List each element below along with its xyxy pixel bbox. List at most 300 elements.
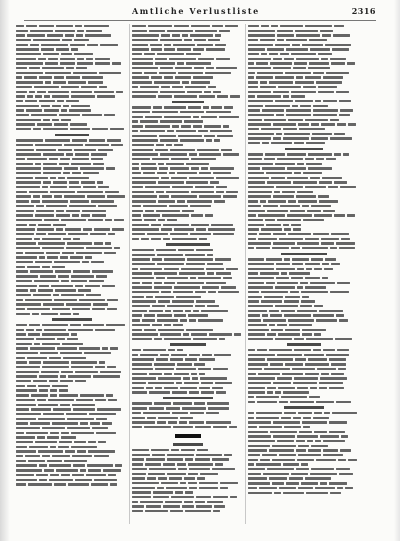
list-item <box>132 372 244 376</box>
scan-right-edge <box>394 0 400 541</box>
list-item <box>16 478 128 482</box>
list-item <box>132 353 244 357</box>
list-item <box>248 122 360 126</box>
section-heading <box>16 317 128 322</box>
list-item <box>16 94 128 98</box>
list-item <box>16 209 128 213</box>
list-item <box>16 213 128 217</box>
list-item <box>248 204 360 208</box>
list-item <box>248 218 360 222</box>
list-item <box>132 257 244 261</box>
section-heading <box>132 342 244 347</box>
list-item <box>132 162 244 166</box>
list-item <box>248 463 360 467</box>
list-item <box>132 204 244 208</box>
list-item <box>132 181 244 185</box>
section-heading <box>16 132 128 137</box>
list-item <box>248 309 360 313</box>
list-item <box>16 185 128 189</box>
list-item <box>16 152 128 156</box>
list-item <box>16 351 128 355</box>
list-item <box>16 148 128 152</box>
list-item <box>132 281 244 285</box>
list-item <box>16 431 128 435</box>
list-item <box>132 453 244 457</box>
list-item <box>248 141 360 145</box>
list-item <box>248 47 360 51</box>
list-item <box>132 227 244 231</box>
list-item <box>16 66 128 70</box>
list-item <box>16 421 128 425</box>
list-item <box>16 265 128 269</box>
list-item <box>248 29 360 33</box>
list-item <box>16 38 128 42</box>
section-heading <box>132 396 244 401</box>
list-item <box>132 185 244 189</box>
list-item <box>16 52 128 56</box>
list-item <box>132 24 244 28</box>
list-item <box>132 57 244 61</box>
list-item <box>248 223 360 227</box>
list-item <box>248 295 360 299</box>
list-item <box>16 426 128 430</box>
list-item <box>248 381 360 385</box>
section-heading <box>132 431 244 440</box>
list-item <box>248 99 360 103</box>
list-item <box>16 417 128 421</box>
list-item <box>248 314 360 318</box>
list-item <box>132 106 244 110</box>
list-item <box>16 138 128 142</box>
list-item <box>132 47 244 51</box>
list-item <box>16 256 128 260</box>
list-item <box>132 420 244 424</box>
section-heading <box>248 342 360 347</box>
list-item <box>16 288 128 292</box>
list-item <box>248 444 360 448</box>
list-item <box>248 43 360 47</box>
list-item <box>132 76 244 80</box>
list-item <box>248 132 360 136</box>
list-item <box>132 90 244 94</box>
list-item <box>16 293 128 297</box>
list-item <box>248 358 360 362</box>
list-item <box>248 33 360 37</box>
list-item <box>132 462 244 466</box>
list-item <box>16 312 128 316</box>
list-item <box>16 181 128 185</box>
list-item <box>132 309 244 313</box>
list-item <box>248 420 360 424</box>
list-item <box>132 323 244 327</box>
list-item <box>248 195 360 199</box>
list-item <box>248 257 360 261</box>
list-item <box>132 190 244 194</box>
list-item <box>16 118 128 122</box>
list-item <box>132 390 244 394</box>
list-item <box>16 459 128 463</box>
list-item <box>132 71 244 75</box>
list-item <box>16 398 128 402</box>
list-item <box>248 458 360 462</box>
list-item <box>248 113 360 117</box>
list-item <box>132 262 244 266</box>
list-item <box>248 237 360 241</box>
section-heading <box>132 100 244 105</box>
list-item <box>16 227 128 231</box>
list-item <box>248 276 360 280</box>
list-item <box>248 157 360 161</box>
list-item <box>132 115 244 119</box>
list-item <box>132 267 244 271</box>
list-item <box>248 323 360 327</box>
list-item <box>132 295 244 299</box>
list-item <box>248 108 360 112</box>
list-item <box>16 80 128 84</box>
list-item <box>132 458 244 462</box>
list-item <box>16 122 128 126</box>
list-item <box>132 223 244 227</box>
list-item <box>16 332 128 336</box>
list-item <box>16 468 128 472</box>
column-divider <box>129 24 130 524</box>
list-item <box>16 104 128 108</box>
list-item <box>16 274 128 278</box>
list-item <box>132 134 244 138</box>
list-item <box>132 248 244 252</box>
list-item <box>132 253 244 257</box>
list-item <box>16 171 128 175</box>
list-item <box>16 251 128 255</box>
column-divider <box>245 24 246 524</box>
list-item <box>248 318 360 322</box>
list-item <box>248 411 360 415</box>
list-item <box>132 304 244 308</box>
list-item <box>248 24 360 28</box>
list-item <box>16 279 128 283</box>
list-item <box>16 384 128 388</box>
list-item <box>248 185 360 189</box>
list-item <box>16 464 128 468</box>
list-item <box>248 481 360 485</box>
list-item <box>248 176 360 180</box>
list-item <box>16 237 128 241</box>
list-item <box>248 328 360 332</box>
list-item <box>16 47 128 51</box>
list-item <box>16 370 128 374</box>
list-item <box>248 386 360 390</box>
list-item <box>132 500 244 504</box>
list-item <box>132 509 244 513</box>
list-item <box>248 290 360 294</box>
list-item <box>16 108 128 112</box>
list-item <box>16 246 128 250</box>
list-item <box>248 246 360 250</box>
list-item <box>132 490 244 494</box>
section-heading <box>132 442 244 447</box>
list-item <box>16 407 128 411</box>
list-item <box>16 260 128 264</box>
list-item <box>16 127 128 131</box>
list-item <box>248 166 360 170</box>
list-item <box>248 181 360 185</box>
list-item <box>16 365 128 369</box>
list-item <box>16 71 128 75</box>
list-item <box>132 80 244 84</box>
list-item <box>16 389 128 393</box>
list-item <box>248 416 360 420</box>
section-heading <box>248 146 360 151</box>
list-item <box>248 104 360 108</box>
list-item <box>16 113 128 117</box>
list-item <box>248 367 360 371</box>
list-item <box>248 271 360 275</box>
list-item <box>132 271 244 275</box>
list-item <box>132 62 244 66</box>
list-item <box>248 332 360 336</box>
list-item <box>132 166 244 170</box>
list-item <box>132 328 244 332</box>
list-item <box>248 491 360 495</box>
list-item <box>16 450 128 454</box>
list-item <box>248 262 360 266</box>
list-item <box>132 448 244 452</box>
list-item <box>16 204 128 208</box>
list-item <box>16 403 128 407</box>
list-item <box>132 406 244 410</box>
list-item <box>132 476 244 480</box>
list-item <box>248 94 360 98</box>
list-item <box>16 43 128 47</box>
list-item <box>16 33 128 37</box>
list-item <box>248 348 360 352</box>
list-item <box>132 376 244 380</box>
list-item <box>248 376 360 380</box>
list-item <box>248 213 360 217</box>
list-item <box>16 346 128 350</box>
list-item <box>132 362 244 366</box>
list-item <box>248 52 360 56</box>
list-item <box>132 332 244 336</box>
page-header-title: Amtliche Verlustliste <box>132 6 260 16</box>
list-item <box>132 481 244 485</box>
list-item <box>132 110 244 114</box>
list-item <box>248 390 360 394</box>
list-item <box>16 284 128 288</box>
list-item <box>132 425 244 429</box>
list-item <box>248 127 360 131</box>
list-item <box>16 218 128 222</box>
page-number: 2316 <box>351 6 376 16</box>
list-item <box>132 337 244 341</box>
list-item <box>132 367 244 371</box>
list-item <box>132 138 244 142</box>
list-item <box>132 143 244 147</box>
section-heading <box>248 405 360 410</box>
list-item <box>248 486 360 490</box>
list-item <box>132 29 244 33</box>
list-item <box>16 323 128 327</box>
list-item <box>132 94 244 98</box>
list-item <box>132 237 244 241</box>
list-item <box>248 337 360 341</box>
list-item <box>248 241 360 245</box>
list-item <box>132 218 244 222</box>
list-item <box>248 80 360 84</box>
list-item <box>248 162 360 166</box>
list-item <box>16 356 128 360</box>
list-item <box>132 300 244 304</box>
list-item <box>248 152 360 156</box>
list-item <box>132 290 244 294</box>
list-item <box>132 402 244 406</box>
list-item <box>248 400 360 404</box>
section-heading <box>132 242 244 247</box>
list-item <box>132 381 244 385</box>
list-item <box>132 276 244 280</box>
list-item <box>248 71 360 75</box>
list-item <box>132 176 244 180</box>
list-item <box>16 440 128 444</box>
list-item <box>132 33 244 37</box>
list-item <box>248 430 360 434</box>
list-item <box>16 162 128 166</box>
header-rule <box>24 20 376 21</box>
list-item <box>132 124 244 128</box>
list-item <box>16 375 128 379</box>
list-item <box>132 386 244 390</box>
list-item <box>248 199 360 203</box>
scan-left-shadow <box>0 0 10 541</box>
list-item <box>16 241 128 245</box>
list-item <box>248 62 360 66</box>
list-item <box>248 38 360 42</box>
list-item <box>16 29 128 33</box>
list-item <box>248 281 360 285</box>
list-item <box>16 199 128 203</box>
list-item <box>16 482 128 486</box>
list-item <box>16 298 128 302</box>
list-item <box>16 435 128 439</box>
list-item <box>132 52 244 56</box>
text-column-2 <box>132 24 244 529</box>
list-item <box>248 267 360 271</box>
list-item <box>16 302 128 306</box>
list-item <box>16 337 128 341</box>
list-item <box>248 190 360 194</box>
list-item <box>16 85 128 89</box>
list-item <box>132 416 244 420</box>
list-item <box>16 99 128 103</box>
list-item <box>132 85 244 89</box>
list-item <box>132 314 244 318</box>
list-item <box>16 190 128 194</box>
list-item <box>248 66 360 70</box>
list-item <box>16 328 128 332</box>
list-item <box>16 76 128 80</box>
list-item <box>16 379 128 383</box>
list-item <box>132 232 244 236</box>
list-item <box>248 227 360 231</box>
list-item <box>16 393 128 397</box>
list-item <box>16 62 128 66</box>
list-item <box>132 486 244 490</box>
list-item <box>248 472 360 476</box>
list-item <box>248 118 360 122</box>
list-item <box>16 157 128 161</box>
list-item <box>132 199 244 203</box>
list-item <box>248 300 360 304</box>
list-item <box>16 270 128 274</box>
list-item <box>16 342 128 346</box>
list-item <box>16 223 128 227</box>
list-item <box>132 157 244 161</box>
list-item <box>16 445 128 449</box>
list-item <box>132 348 244 352</box>
list-item <box>132 411 244 415</box>
list-item <box>132 148 244 152</box>
list-item <box>248 425 360 429</box>
list-item <box>16 57 128 61</box>
list-item <box>248 395 360 399</box>
list-item <box>132 472 244 476</box>
list-item <box>16 232 128 236</box>
section-heading <box>248 251 360 256</box>
list-item <box>248 232 360 236</box>
list-item <box>16 195 128 199</box>
list-item <box>132 495 244 499</box>
list-item <box>248 304 360 308</box>
list-item <box>248 477 360 481</box>
list-item <box>16 90 128 94</box>
list-item <box>248 448 360 452</box>
text-column-3 <box>248 24 360 529</box>
page-header <box>24 6 376 18</box>
list-item <box>132 358 244 362</box>
list-item <box>132 171 244 175</box>
list-item <box>16 454 128 458</box>
list-item <box>132 318 244 322</box>
list-item <box>248 439 360 443</box>
list-item <box>132 285 244 289</box>
list-item <box>248 467 360 471</box>
list-item <box>132 43 244 47</box>
list-item <box>16 360 128 364</box>
list-item <box>248 137 360 141</box>
list-item <box>248 209 360 213</box>
list-item <box>248 453 360 457</box>
list-item <box>248 362 360 366</box>
list-item <box>132 195 244 199</box>
list-item <box>132 120 244 124</box>
list-item <box>16 143 128 147</box>
list-item <box>132 504 244 508</box>
list-item <box>132 467 244 471</box>
list-item <box>16 307 128 311</box>
list-item <box>132 213 244 217</box>
list-item <box>16 473 128 477</box>
list-item <box>248 85 360 89</box>
list-item <box>16 24 128 28</box>
list-item <box>132 66 244 70</box>
list-item <box>248 171 360 175</box>
list-item <box>248 353 360 357</box>
list-item <box>248 285 360 289</box>
list-item <box>132 209 244 213</box>
list-item <box>16 412 128 416</box>
text-column-1 <box>16 24 128 529</box>
list-item <box>248 434 360 438</box>
